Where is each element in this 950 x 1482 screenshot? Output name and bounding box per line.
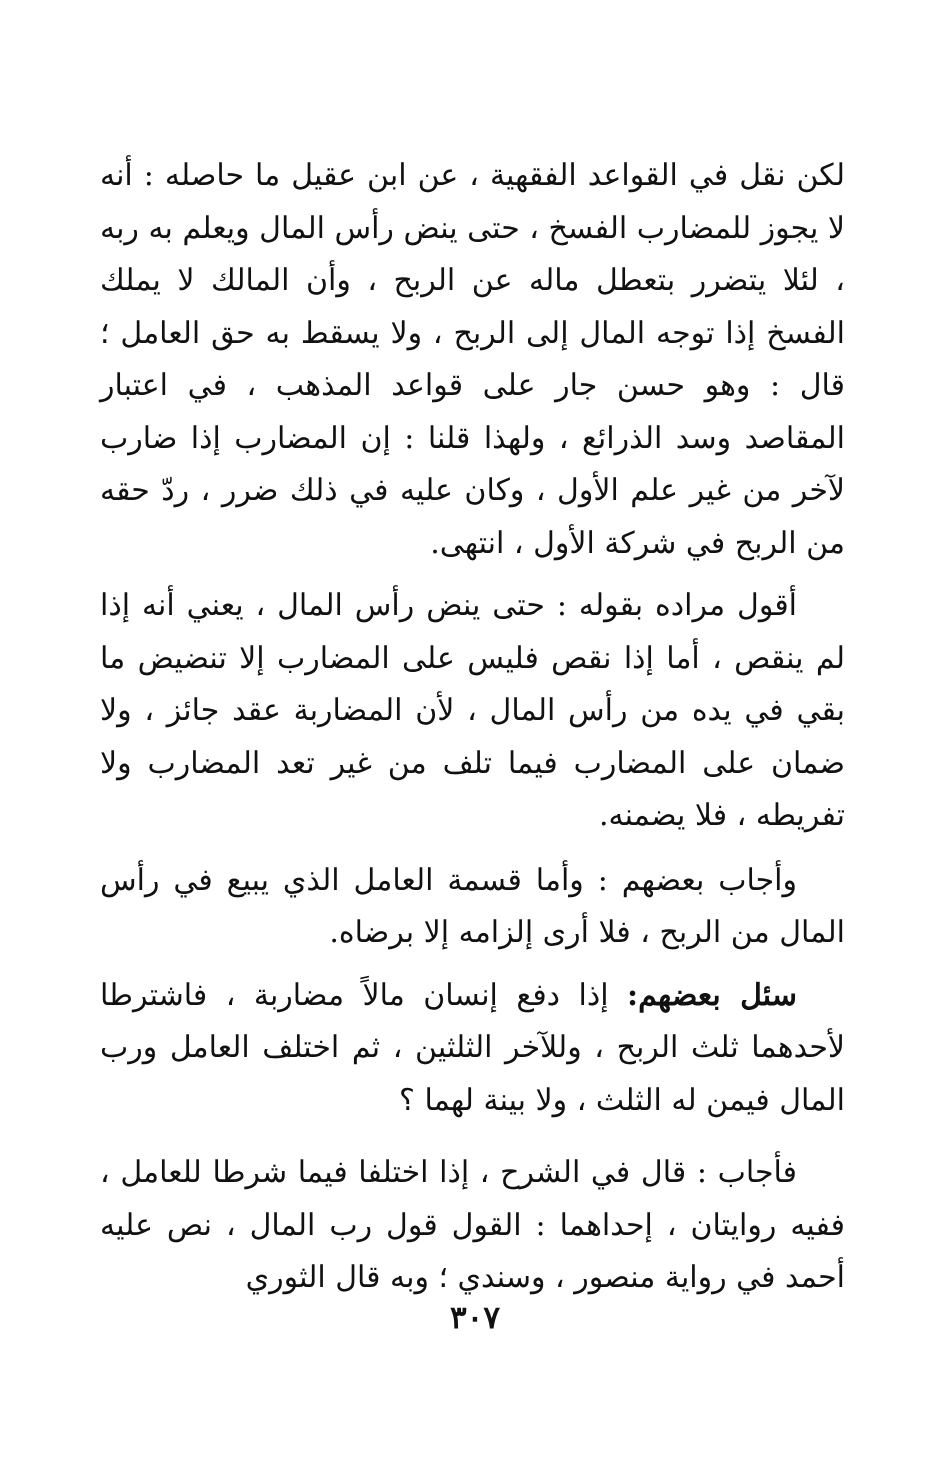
paragraph-3: وأجاب بعضهم : وأما قسمة العامل الذي يبيع في رأس المال من الربح ، فلا أرى إلزامه إلا برضاه. [100, 862, 845, 950]
paragraph-2: أقول مراده بقوله : حتى ينض رأس المال ، يعني أنه إذا لم ينقص ، أما إذا نقص فليس على المضارب إلا تنضيض ما بقي في يده من رأس المال ، لأن المضاربة عقد جائز ، ولا ضمان على المضارب فيما تلف من غير تعد المضارب ولا تفريطه ، فلا يضمنه. [100, 588, 845, 833]
paragraph-4 [100, 970, 845, 1128]
paragraph-5: فأجاب : قال في الشرح ، إذا اختلفا فيما شرطا للعامل ، ففيه روايتان ، إحداهما : القول قول رب المال ، نص عليه أحمد في رواية منصور ، وسندي ؛ وبه قال الثوري [100, 1155, 845, 1295]
page-number: ٣٠٧ [450, 1300, 500, 1336]
question-lead: سئل بعضهم: [627, 977, 797, 1013]
document-body [100, 150, 845, 1305]
paragraph-1: لكن نقل في القواعد الفقهية ، عن ابن عقيل ما حاصله : أنه لا يجوز للمضارب الفسخ ، حتى ينض رأس المال ويعلم به ربه ، لئلا يتضرر بتعطل ماله عن الربح ، وأن المالك لا يملك الفسخ إذا توجه المال إلى الربح ، ولا يسقط به حق العامل ؛ قال : وهو حسن جار على قواعد المذهب ، في اعتبار المقاصد وسد الذرائع ، ولهذا قلنا : إن المضارب إذا ضارب لآخر من غير علم الأول ، وكان عليه في ذلك ضرر ، ردّ حقه من الربح في شركة الأول ، انتهى. [100, 158, 845, 561]
question-text: إذا دفع إنسان مالاً مضاربة ، فاشترطا لأحدهما ثلث الربح ، وللآخر الثلثين ، ثم اختلف العامل ورب المال فيمن له الثلث ، ولا بينة لهما ؟ [100, 977, 845, 1118]
